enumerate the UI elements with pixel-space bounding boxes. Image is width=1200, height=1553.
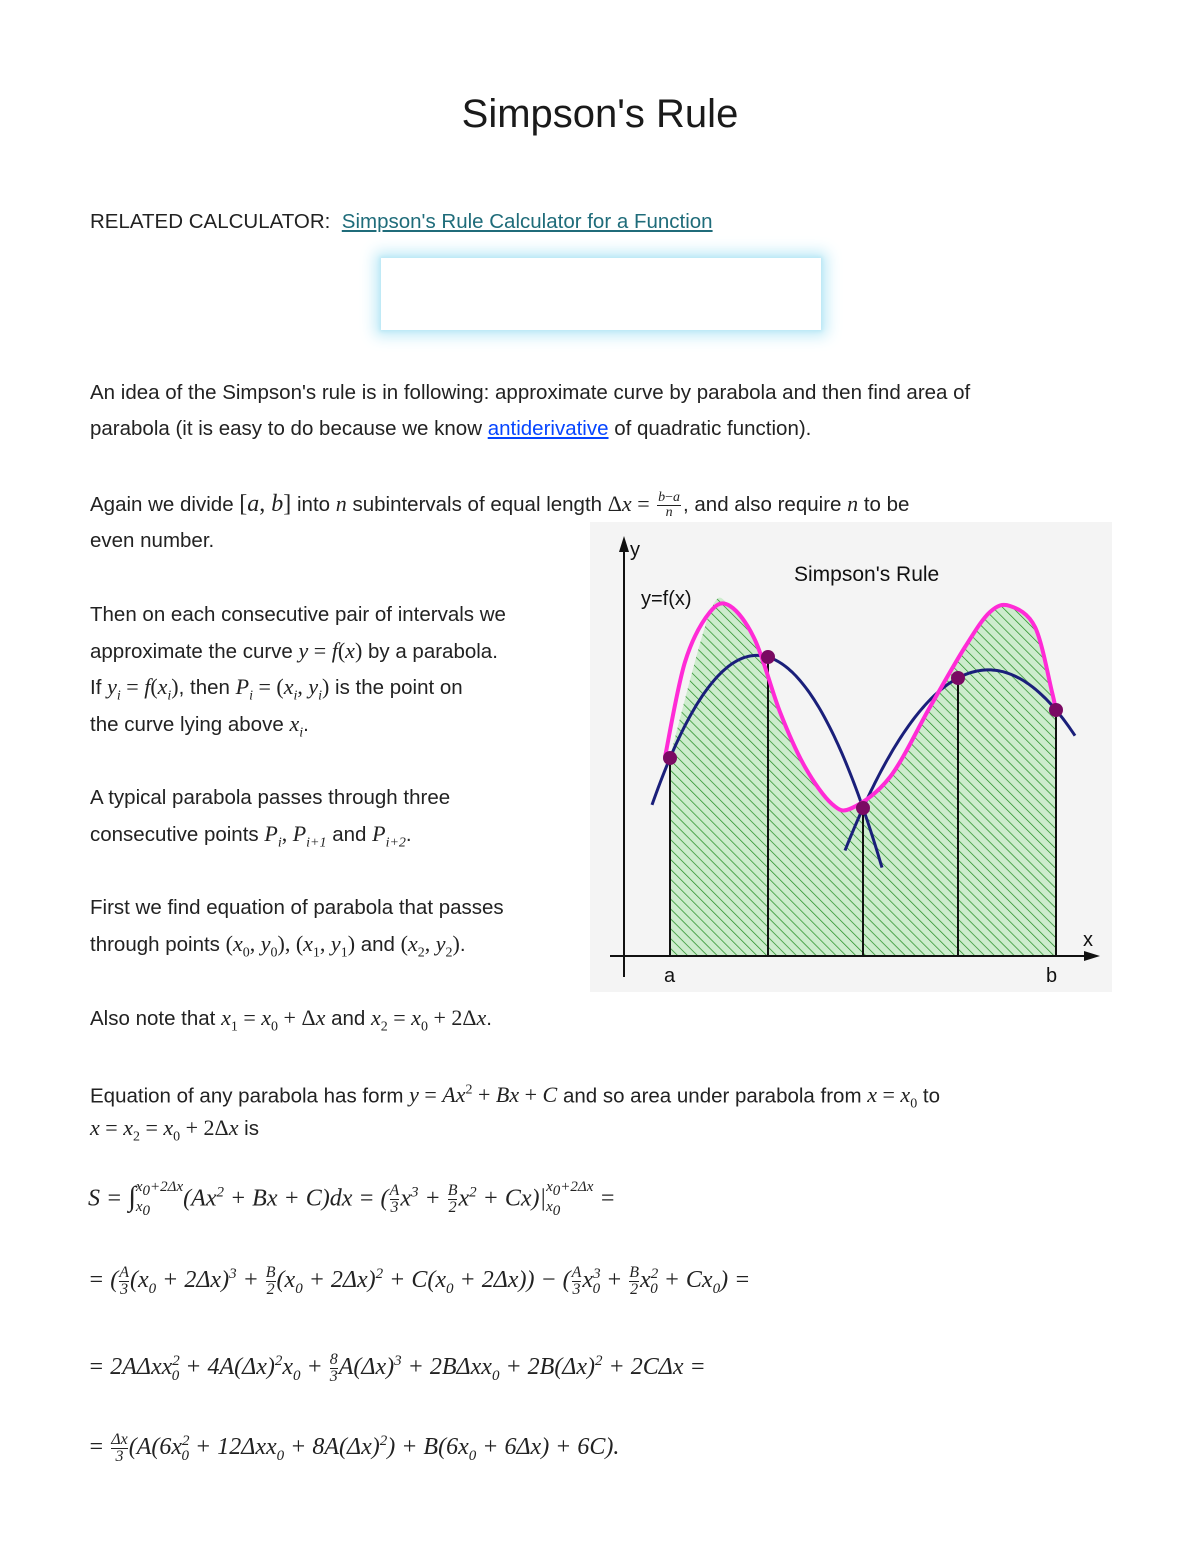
p4-and: and bbox=[332, 823, 367, 846]
x-axis-label: x bbox=[1083, 929, 1093, 951]
sample-point-4 bbox=[1049, 703, 1063, 717]
delta-x-formula: Δx = $\frac{b-a}{n}$ bbox=[607, 490, 681, 521]
paragraph-3-line-4: the curve lying above $x_i$. bbox=[90, 711, 309, 741]
equation-expand-2: = $2A\Delta xx^2_0 + 4A(\Delta x)^2x_0$ + $\frac{8}{3}$ $A(\Delta x)^3 + 2B\Delta xx_0 + 2B(\Delta x)^2 + 2C\Delta x$ = bbox=[88, 1351, 706, 1385]
sample-point-3 bbox=[951, 671, 965, 685]
paragraph-4-line-1: A typical parabola passes through three bbox=[90, 786, 451, 809]
simpsons-rule-figure bbox=[590, 522, 1112, 992]
label-b: b bbox=[1046, 965, 1058, 987]
paragraph-3-line-1: Then on each consecutive pair of intervals we bbox=[90, 603, 506, 626]
equation-final: = $\frac{\Delta x}{3}$ $(A(6x^2_0 + 12\Delta xx_0 + 8A(\Delta x)^2) + B(6x_0 + 6\Delta x) + 6C)$. bbox=[88, 1431, 620, 1465]
p3-then: , then bbox=[178, 676, 230, 699]
related-label: RELATED CALCULATOR: bbox=[90, 210, 331, 233]
p3-parabola: by a parabola. bbox=[367, 640, 498, 663]
p3-point: is the point on bbox=[335, 676, 463, 699]
p2-into: into bbox=[297, 493, 331, 516]
math-points-list: $P_i$, $P_{i+1}$ bbox=[264, 821, 327, 851]
math-x1: $x_1 = x_0 + \Delta x$ bbox=[221, 1005, 326, 1035]
p2-text: Again we divide bbox=[90, 493, 234, 516]
page-title: Simpson's Rule bbox=[461, 92, 739, 136]
sample-point-2 bbox=[856, 801, 870, 815]
p7-area: and so area under parabola from bbox=[562, 1084, 862, 1108]
math-upper-limit: $x = x_2 = x_0 + 2\Delta x$ bbox=[90, 1115, 239, 1145]
math-n-2: n bbox=[847, 491, 859, 516]
math-parabola-form: $y = Ax^2 + Bx + C$ bbox=[409, 1082, 558, 1108]
figure-title: Simpson's Rule bbox=[794, 563, 940, 586]
paragraph-2-line-1 bbox=[90, 486, 909, 523]
p1-text-end: of quadratic function). bbox=[614, 417, 812, 440]
paragraph-5-line-2: through points ($x_0$, $y_0$), ($x_1$, $y_1$) and ($x_2$, $y_2$). bbox=[90, 931, 466, 961]
label-a: a bbox=[664, 965, 676, 987]
math-n: n bbox=[335, 491, 347, 516]
p2-tobe: to be bbox=[863, 493, 910, 516]
equation-integral: S = ∫ $x_0+2\Delta x$ $x_0$ $(Ax^2 + Bx + C)dx$ = ( $\frac{A}{3}$ $x^3$ + $\frac{B}{2}$ $x^2 + Cx)|$ $x_0+2\Delta x$ $x_0$ = bbox=[88, 1179, 616, 1219]
paragraph-5-line-1: First we find equation of parabola that passes bbox=[90, 896, 504, 919]
y-axis-label: y bbox=[630, 539, 640, 561]
p3-above: the curve lying above bbox=[90, 713, 284, 736]
p5-and: and bbox=[360, 933, 395, 956]
simpsons-calculator-link[interactable]: Simpson's Rule Calculator for a Function bbox=[341, 210, 713, 233]
math-x2: $x_2 = x_0 + 2\Delta x$ bbox=[370, 1005, 487, 1035]
math-y-eq-fx: y = f(x) bbox=[298, 638, 363, 663]
sample-point-0 bbox=[663, 751, 677, 765]
paragraph-6: Also note that $x_1 = x_0 + \Delta x$ and $x_2 = x_0 + 2\Delta x$. bbox=[90, 1005, 492, 1035]
ad-placeholder bbox=[381, 258, 821, 330]
math-p-i2: $P_{i+2}$ bbox=[372, 821, 406, 851]
p7-to: to bbox=[922, 1084, 940, 1108]
p2-require: , and also require bbox=[683, 493, 842, 516]
math-pi-def: $P_i = (x_i$, $y_i$) bbox=[235, 674, 330, 704]
paragraph-7-line-2 bbox=[90, 1110, 259, 1155]
p3-text: approximate the curve bbox=[90, 640, 293, 663]
p7-is: is bbox=[244, 1117, 259, 1140]
p6-text: Also note that bbox=[90, 1007, 216, 1030]
p2-subintervals: subintervals of equal length bbox=[352, 493, 603, 516]
math-point-2: ($x_2$, $y_2$) bbox=[400, 931, 460, 961]
math-x-eq-x0: $x = x_0$ bbox=[867, 1082, 918, 1112]
paragraph-3-line-2 bbox=[90, 633, 498, 670]
p5-text: through points bbox=[90, 933, 220, 956]
paragraph-4-line-2: consecutive points $P_i$, $P_{i+1}$ and $P_{i+2}$. bbox=[90, 821, 412, 851]
related-calculator-row bbox=[90, 204, 713, 240]
sample-point-1 bbox=[761, 650, 775, 664]
math-point-list: ($x_0$, $y_0$), ($x_1$, $y_1$) bbox=[225, 931, 356, 961]
p7-text: Equation of any parabola has form bbox=[90, 1084, 404, 1108]
math-yi-eq-fxi: $y_i = f(x_i)$ bbox=[107, 674, 179, 704]
math-xi: $x_i$ bbox=[289, 711, 304, 741]
equation-expand-1: = ( $\frac{A}{3}$ $(x_0 + 2\Delta x)^3$ + $\frac{B}{2}$ $(x_0 + 2\Delta x)^2 + C(x_0 + 2\Delta x)$) − ( $\frac{A}{3}$ $x^3_0$ + $\frac{B}{2}$ $x^2_0 + Cx_0$) = bbox=[88, 1264, 751, 1298]
paragraph-1-line-1: An idea of the Simpson's rule is in following: approximate curve by parabola and then find area of bbox=[90, 381, 971, 404]
paragraph-2-line-2: even number. bbox=[90, 529, 215, 552]
paragraph-1-line-2 bbox=[90, 411, 811, 447]
p4-text: consecutive points bbox=[90, 823, 259, 846]
p6-and: and bbox=[331, 1007, 366, 1030]
interval-a-b: [a, b] bbox=[239, 491, 292, 517]
figure-svg bbox=[590, 522, 1112, 992]
antiderivative-link[interactable]: antiderivative bbox=[487, 417, 609, 440]
function-label: y=f(x) bbox=[641, 588, 692, 610]
p3-if: If bbox=[90, 676, 102, 699]
p1-text: parabola (it is easy to do because we know bbox=[90, 417, 483, 440]
